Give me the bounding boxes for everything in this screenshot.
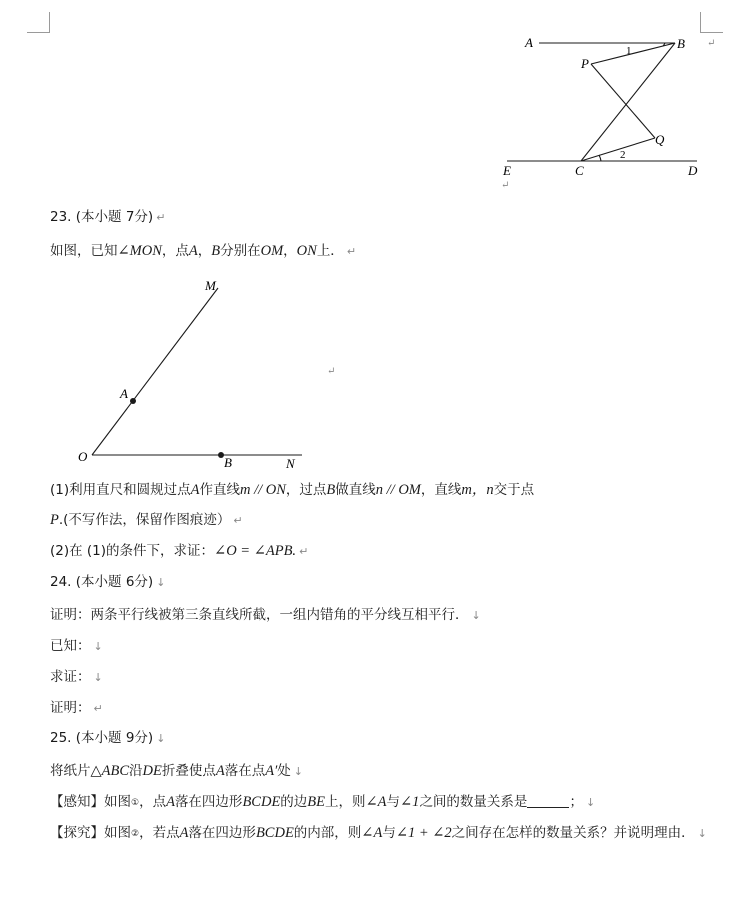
math-point-a-prime: A′: [265, 763, 278, 779]
q23-intro-text: 如图，已知: [50, 243, 118, 259]
q25-perceive-text: 【感知】如图: [50, 794, 131, 810]
q25-explore: [50, 818, 710, 849]
ray-om: [92, 288, 218, 455]
q25-perceive-text: 落在四边形: [174, 794, 243, 810]
q23-part1-text: .(不写作法，保留作图痕迹）: [58, 512, 231, 528]
math-angle-a: ∠A: [365, 794, 387, 810]
margin-corner-mark-left: [27, 12, 50, 33]
math-point-a: A: [166, 794, 175, 810]
math-angle-a: ∠A: [361, 825, 383, 841]
q23-part1-text: 作直线: [199, 482, 240, 498]
math-bcde: BCDE: [242, 794, 281, 810]
return-mark: ↵: [233, 514, 243, 527]
q24-proof: [50, 699, 103, 718]
math-point-b: B: [211, 243, 221, 259]
math-point-a: A: [188, 243, 198, 259]
return-mark: ↵: [156, 211, 166, 224]
math-n-parallel-om: n // OM: [375, 482, 421, 498]
q24-statement-text: 证明：两条平行线被第三条直线所截，一组内错角的平分线互相平行．: [50, 607, 469, 623]
math-angle-1: ∠1: [400, 794, 420, 810]
math-angle-equation: ∠O = ∠APB.: [214, 543, 297, 559]
parallel-lines-figure: [495, 28, 735, 198]
q25-explore-text: 之间存在怎样的数量关系？并说明理由．: [451, 825, 695, 841]
q24-known-text: 已知：: [50, 638, 91, 654]
math-triangle-abc: △ABC: [90, 763, 130, 779]
math-angle-sum: ∠1 + ∠2: [395, 825, 452, 841]
q25-intro: [50, 762, 303, 781]
q23-part1-text: 做直线: [335, 482, 376, 498]
answer-blank[interactable]: [527, 793, 569, 808]
q25-header: [50, 729, 165, 748]
return-mark: ↵: [327, 366, 336, 377]
math-point-a: A: [215, 763, 225, 779]
point-a-dot: [130, 398, 136, 404]
label-a: A: [525, 35, 533, 50]
line-break-mark: ↓: [156, 732, 166, 745]
q23-part1-text: (1)利用直尺和圆规过点: [50, 482, 191, 498]
q25-explore-text: 落在四边形: [188, 825, 256, 841]
q23-intro-text: ，点: [161, 243, 189, 259]
q25-intro-text: 落在点: [224, 763, 266, 779]
label-d: D: [688, 163, 698, 178]
q25-perceive-text: ；: [569, 794, 583, 810]
q24-header: [50, 573, 165, 592]
q25-explore-text: 与: [382, 825, 396, 841]
math-point-p: P: [50, 512, 59, 528]
line-break-mark: ↓: [585, 796, 596, 809]
figure-ref-1: ①: [131, 798, 140, 808]
q23-part1-text: ，过点: [285, 482, 327, 498]
q25-explore-text: 【探究】如图: [50, 825, 131, 841]
label-angle-2: 2: [620, 149, 626, 161]
label-p: P: [581, 56, 589, 71]
math-be: BE: [307, 794, 326, 810]
q25-intro-text: 将纸片: [50, 763, 91, 779]
angle-mon-figure: [72, 278, 342, 474]
angle-2-arc: [599, 155, 601, 161]
label-b: B: [224, 455, 232, 470]
q23-intro-text: 上．: [316, 243, 344, 259]
label-e: E: [503, 163, 511, 178]
q25-perceive-text: 之间的数量关系是: [419, 794, 528, 810]
q23-intro-text: ，: [197, 243, 212, 259]
return-mark: ↵: [93, 702, 103, 715]
label-a: A: [120, 386, 128, 401]
math-m-n: m，n: [461, 482, 494, 498]
q24-header-text: 24. (本小题 6分): [50, 574, 154, 590]
q25-explore-text: ，若点: [139, 825, 180, 841]
q24-known: [50, 637, 103, 656]
return-mark: ↵: [346, 245, 357, 258]
label-b: B: [677, 36, 685, 51]
q23-header-text: 23. (本小题 7分): [50, 209, 154, 225]
q24-prove-text: 求证：: [50, 669, 91, 685]
q25-perceive-text: 的边: [280, 794, 308, 810]
line-break-mark: ↓: [93, 640, 103, 653]
q25-perceive-text: 上，则: [325, 794, 366, 810]
math-point-a: A: [190, 482, 200, 498]
q25-explore-text: 的内部，则: [293, 825, 362, 841]
math-point-b: B: [326, 482, 336, 498]
label-o: O: [78, 449, 88, 464]
segment-bp: [591, 43, 675, 64]
q23-intro-text: ，: [283, 243, 297, 259]
label-n: N: [286, 456, 295, 471]
line-break-mark: ↓: [293, 765, 303, 778]
line-break-mark: ↓: [93, 671, 103, 684]
q24-proof-text: 证明：: [50, 700, 91, 716]
return-mark: ↵: [299, 545, 309, 558]
q23-intro: [50, 242, 356, 261]
segment-pq: [591, 64, 655, 138]
math-m-parallel-on: m // ON: [239, 482, 286, 498]
math-angle-mon: ∠MON: [117, 243, 162, 259]
line-break-mark: ↓: [697, 827, 707, 840]
return-mark-figure: ↵: [501, 180, 510, 191]
q25-header-text: 25. (本小题 9分): [50, 730, 154, 746]
q24-statement: [50, 606, 481, 625]
line-break-mark: ↓: [156, 576, 166, 589]
label-m: M: [205, 278, 216, 293]
q25-perceive: [50, 793, 595, 812]
math-point-a: A: [179, 825, 189, 841]
q25-intro-text: 折叠使点: [161, 763, 216, 779]
q23-part1-text: ，直线: [420, 482, 462, 498]
math-de: DE: [142, 763, 162, 779]
line-break-mark: ↓: [471, 609, 481, 622]
q23-part2-text: (2)在 (1)的条件下，求证：: [50, 543, 215, 559]
math-bcde: BCDE: [255, 825, 294, 841]
segment-qc: [581, 138, 655, 161]
label-c: C: [575, 163, 584, 178]
label-q: Q: [655, 132, 665, 147]
q23-part1: [50, 475, 710, 536]
q23-part1-text: 交于点: [493, 482, 535, 498]
return-mark-top: ↵: [707, 38, 716, 49]
q23-header: [50, 208, 165, 227]
q23-intro-text: 分别在: [220, 243, 261, 259]
math-on: ON: [296, 243, 317, 259]
q24-prove: [50, 668, 103, 687]
q25-intro-text: 沿: [129, 763, 143, 779]
q23-part2: [50, 542, 308, 561]
q25-perceive-text: ，点: [139, 794, 167, 810]
q25-perceive-text: 与: [386, 794, 401, 810]
q25-intro-text: 处: [277, 763, 291, 779]
label-angle-1: 1: [626, 45, 632, 57]
math-om: OM: [260, 243, 284, 259]
figure-ref-2: ②: [131, 829, 140, 839]
